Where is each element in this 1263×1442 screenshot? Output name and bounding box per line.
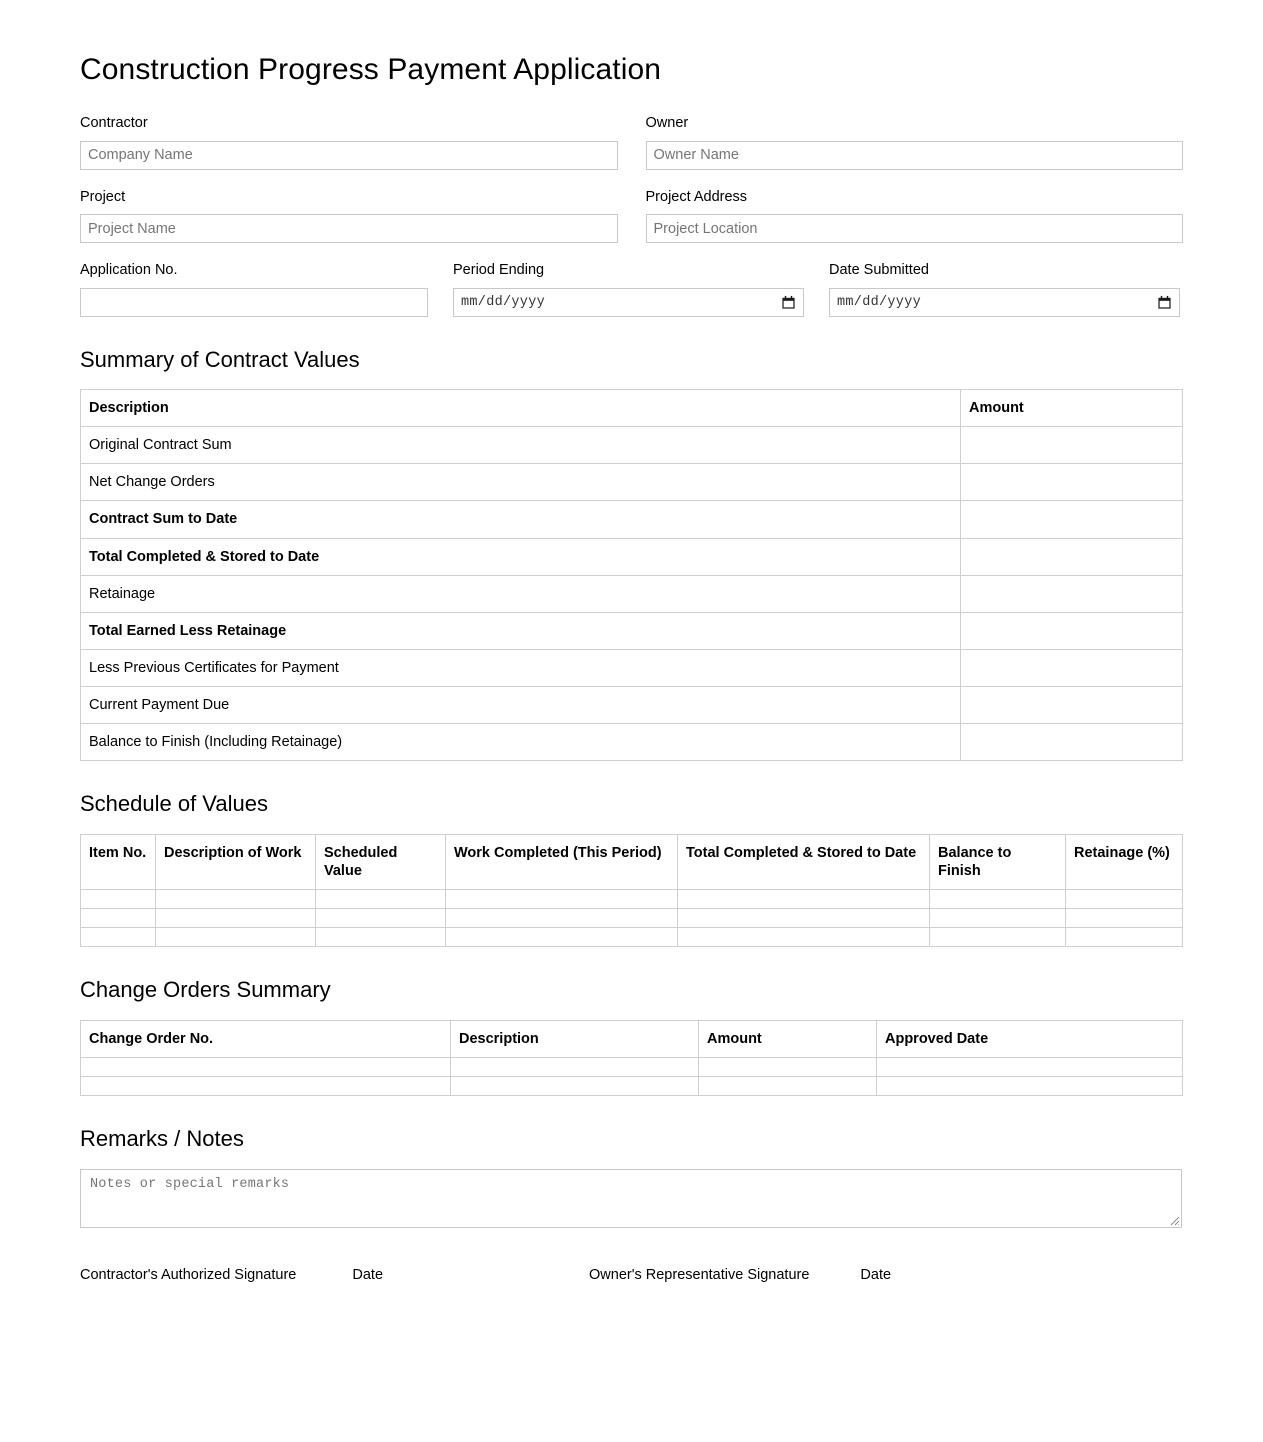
change-orders-column-header: Change Order No. bbox=[81, 1020, 451, 1057]
change-orders-cell[interactable] bbox=[451, 1057, 699, 1076]
summary-amount-input[interactable] bbox=[961, 427, 1182, 463]
page-title: Construction Progress Payment Application bbox=[80, 53, 662, 86]
field-period-ending bbox=[453, 261, 804, 317]
signature-row bbox=[80, 1266, 1183, 1286]
sov-cell-input[interactable] bbox=[81, 931, 155, 943]
owner-date-label: Date bbox=[860, 1266, 892, 1283]
owner-signature-label: Owner's Representative Signature bbox=[589, 1266, 810, 1283]
summary-col-description: Description bbox=[81, 390, 961, 427]
sov-cell[interactable] bbox=[81, 889, 156, 908]
spacer bbox=[296, 1266, 352, 1286]
sov-cell-input[interactable] bbox=[156, 893, 315, 905]
remarks-placeholder-text: Notes or special remarks bbox=[90, 1176, 290, 1192]
sov-cell[interactable] bbox=[678, 928, 930, 947]
summary-amount-input[interactable] bbox=[961, 501, 1182, 537]
sov-column-header: Balance to Finish bbox=[930, 834, 1066, 889]
table-row bbox=[81, 1057, 1183, 1076]
sov-cell-input[interactable] bbox=[316, 893, 445, 905]
table-row bbox=[81, 928, 1183, 947]
contractor-input[interactable] bbox=[80, 141, 618, 170]
change-orders-cell[interactable] bbox=[81, 1076, 451, 1095]
label-project: Project bbox=[80, 188, 126, 205]
sov-cell[interactable] bbox=[316, 928, 446, 947]
label-application-no: Application No. bbox=[80, 262, 178, 279]
sov-cell-input[interactable] bbox=[930, 931, 1065, 943]
change-orders-column-header: Amount bbox=[699, 1020, 877, 1057]
sov-cell-input[interactable] bbox=[1066, 931, 1182, 943]
change-orders-cell-input[interactable] bbox=[81, 1078, 450, 1093]
resize-handle-icon[interactable] bbox=[1167, 1213, 1180, 1226]
change-orders-cell-input[interactable] bbox=[81, 1059, 450, 1074]
sov-cell[interactable] bbox=[446, 909, 678, 928]
period-ending-date-text: mm/dd/yyyy bbox=[461, 294, 546, 310]
summary-row-amount-cell[interactable] bbox=[961, 538, 1183, 575]
table-row bbox=[81, 724, 1183, 761]
table-row bbox=[81, 427, 1183, 464]
sov-cell-input[interactable] bbox=[446, 893, 677, 905]
summary-row-description: Less Previous Certificates for Payment bbox=[81, 649, 961, 686]
sov-cell[interactable] bbox=[1066, 889, 1183, 908]
label-contractor: Contractor bbox=[80, 115, 148, 131]
period-ending-date-input[interactable] bbox=[453, 288, 804, 317]
table-row bbox=[81, 464, 1183, 501]
change-orders-cell-input[interactable] bbox=[699, 1078, 876, 1093]
change-orders-cell-input[interactable] bbox=[877, 1078, 1182, 1093]
table-row bbox=[81, 612, 1183, 649]
summary-section-title: Summary of Contract Values bbox=[80, 346, 360, 372]
sov-cell-input[interactable] bbox=[678, 931, 929, 943]
change-orders-cell[interactable] bbox=[877, 1076, 1183, 1095]
summary-amount-input[interactable] bbox=[961, 464, 1182, 500]
summary-amount-input[interactable] bbox=[961, 724, 1182, 760]
sov-cell-input[interactable] bbox=[1066, 893, 1182, 905]
table-row bbox=[81, 649, 1183, 686]
sov-cell[interactable] bbox=[81, 909, 156, 928]
remarks-section-title: Remarks / Notes bbox=[80, 1126, 244, 1152]
change-orders-cell-input[interactable] bbox=[699, 1059, 876, 1074]
field-project bbox=[80, 188, 618, 244]
field-project-address bbox=[646, 188, 1184, 244]
calendar-icon[interactable] bbox=[1157, 295, 1172, 310]
sov-column-header: Scheduled Value bbox=[316, 834, 446, 889]
sov-cell-input[interactable] bbox=[156, 912, 315, 924]
summary-amount-input[interactable] bbox=[961, 650, 1182, 686]
date-submitted-date-text: mm/dd/yyyy bbox=[837, 294, 922, 310]
field-contractor bbox=[80, 114, 618, 170]
sov-column-header: Total Completed & Stored to Date bbox=[678, 834, 930, 889]
spacer bbox=[809, 1266, 860, 1286]
sov-cell-input[interactable] bbox=[81, 893, 155, 905]
calendar-icon[interactable] bbox=[781, 295, 796, 310]
sov-cell[interactable] bbox=[930, 889, 1066, 908]
form-row-project-address bbox=[80, 188, 1183, 244]
sov-cell-input[interactable] bbox=[678, 912, 929, 924]
summary-row-amount-cell[interactable] bbox=[961, 501, 1183, 538]
summary-row-amount-cell[interactable] bbox=[961, 427, 1183, 464]
spacer bbox=[383, 1266, 589, 1286]
field-date-submitted bbox=[829, 261, 1180, 317]
sov-cell[interactable] bbox=[930, 928, 1066, 947]
summary-col-amount: Amount bbox=[961, 390, 1183, 427]
summary-amount-input[interactable] bbox=[961, 539, 1182, 575]
table-row bbox=[81, 538, 1183, 575]
schedule-of-values-table bbox=[80, 834, 1183, 948]
change-orders-table bbox=[80, 1020, 1183, 1096]
summary-amount-input[interactable] bbox=[961, 613, 1182, 649]
summary-row-description: Original Contract Sum bbox=[81, 427, 961, 464]
summary-row-amount-cell[interactable] bbox=[961, 724, 1183, 761]
sov-cell-input[interactable] bbox=[316, 912, 445, 924]
change-orders-cell[interactable] bbox=[81, 1057, 451, 1076]
summary-header-row bbox=[81, 390, 1183, 427]
table-row bbox=[81, 909, 1183, 928]
date-submitted-date-input[interactable] bbox=[829, 288, 1180, 317]
label-owner: Owner bbox=[645, 115, 689, 131]
change-orders-cell-input[interactable] bbox=[451, 1059, 698, 1074]
contractor-date-label: Date bbox=[352, 1266, 384, 1283]
project-input[interactable] bbox=[80, 214, 618, 243]
summary-row-description: Contract Sum to Date bbox=[81, 501, 961, 538]
summary-row-description: Total Earned Less Retainage bbox=[81, 612, 961, 649]
sov-cell-input[interactable] bbox=[930, 893, 1065, 905]
change-orders-column-header: Approved Date bbox=[877, 1020, 1183, 1057]
sov-cell[interactable] bbox=[930, 909, 1066, 928]
sov-cell[interactable] bbox=[446, 889, 678, 908]
table-row bbox=[81, 501, 1183, 538]
form-row-application-dates bbox=[80, 261, 1183, 317]
form-row-contractor-owner bbox=[80, 114, 1183, 170]
sov-column-header: Item No. bbox=[81, 834, 156, 889]
summary-row-description: Retainage bbox=[81, 575, 961, 612]
summary-row-amount-cell[interactable] bbox=[961, 575, 1183, 612]
sov-cell-input[interactable] bbox=[678, 893, 929, 905]
sov-cell[interactable] bbox=[156, 928, 316, 947]
project-address-input[interactable] bbox=[646, 214, 1184, 243]
summary-row-amount-cell[interactable] bbox=[961, 687, 1183, 724]
change-orders-cell-input[interactable] bbox=[877, 1059, 1182, 1074]
sov-cell-input[interactable] bbox=[930, 912, 1065, 924]
sov-cell[interactable] bbox=[678, 909, 930, 928]
change-orders-cell[interactable] bbox=[699, 1057, 877, 1076]
summary-table bbox=[80, 389, 1183, 761]
sov-cell-input[interactable] bbox=[446, 931, 677, 943]
sov-cell[interactable] bbox=[316, 909, 446, 928]
field-application-no bbox=[80, 261, 428, 317]
summary-row-amount-cell[interactable] bbox=[961, 464, 1183, 501]
contractor-signature-group bbox=[80, 1266, 383, 1286]
change-orders-cell[interactable] bbox=[451, 1076, 699, 1095]
table-row bbox=[81, 1076, 1183, 1095]
change-orders-column-header: Description bbox=[451, 1020, 699, 1057]
summary-row-description: Current Payment Due bbox=[81, 687, 961, 724]
sov-column-header: Retainage (%) bbox=[1066, 834, 1183, 889]
change-orders-cell-input[interactable] bbox=[451, 1078, 698, 1093]
table-row bbox=[81, 687, 1183, 724]
summary-amount-input[interactable] bbox=[961, 576, 1182, 612]
sov-cell[interactable] bbox=[81, 928, 156, 947]
sov-cell[interactable] bbox=[156, 889, 316, 908]
application-no-input[interactable] bbox=[80, 288, 428, 317]
owner-signature-group bbox=[589, 1266, 891, 1286]
sov-cell-input[interactable] bbox=[446, 912, 677, 924]
summary-row-amount-cell[interactable] bbox=[961, 649, 1183, 686]
sov-column-header: Description of Work bbox=[156, 834, 316, 889]
change-orders-cell[interactable] bbox=[699, 1076, 877, 1095]
sov-cell[interactable] bbox=[156, 909, 316, 928]
field-owner bbox=[646, 114, 1184, 170]
contractor-signature-label: Contractor's Authorized Signature bbox=[80, 1266, 297, 1283]
label-period-ending: Period Ending bbox=[453, 262, 545, 279]
summary-row-description: Net Change Orders bbox=[81, 464, 961, 501]
owner-input[interactable] bbox=[646, 141, 1184, 170]
sov-cell[interactable] bbox=[678, 889, 930, 908]
table-row bbox=[81, 889, 1183, 908]
sov-header-row bbox=[81, 834, 1183, 889]
summary-row-description: Total Completed & Stored to Date bbox=[81, 538, 961, 575]
sov-cell-input[interactable] bbox=[1066, 912, 1182, 924]
sov-cell-input[interactable] bbox=[81, 912, 155, 924]
change-orders-cell[interactable] bbox=[877, 1057, 1183, 1076]
sov-cell[interactable] bbox=[446, 928, 678, 947]
label-date-submitted: Date Submitted bbox=[829, 262, 929, 279]
summary-row-description: Balance to Finish (Including Retainage) bbox=[81, 724, 961, 761]
sov-cell[interactable] bbox=[1066, 909, 1183, 928]
sov-cell[interactable] bbox=[316, 889, 446, 908]
change-orders-section-title: Change Orders Summary bbox=[80, 977, 331, 1003]
label-project-address: Project Address bbox=[645, 188, 748, 205]
summary-amount-input[interactable] bbox=[961, 687, 1182, 723]
table-row bbox=[81, 575, 1183, 612]
sov-cell-input[interactable] bbox=[316, 931, 445, 943]
sov-cell-input[interactable] bbox=[156, 931, 315, 943]
change-orders-header-row bbox=[81, 1020, 1183, 1057]
sov-section-title: Schedule of Values bbox=[80, 791, 268, 817]
sov-column-header: Work Completed (This Period) bbox=[446, 834, 678, 889]
summary-row-amount-cell[interactable] bbox=[961, 612, 1183, 649]
sov-cell[interactable] bbox=[1066, 928, 1183, 947]
remarks-textarea[interactable] bbox=[80, 1169, 1182, 1228]
